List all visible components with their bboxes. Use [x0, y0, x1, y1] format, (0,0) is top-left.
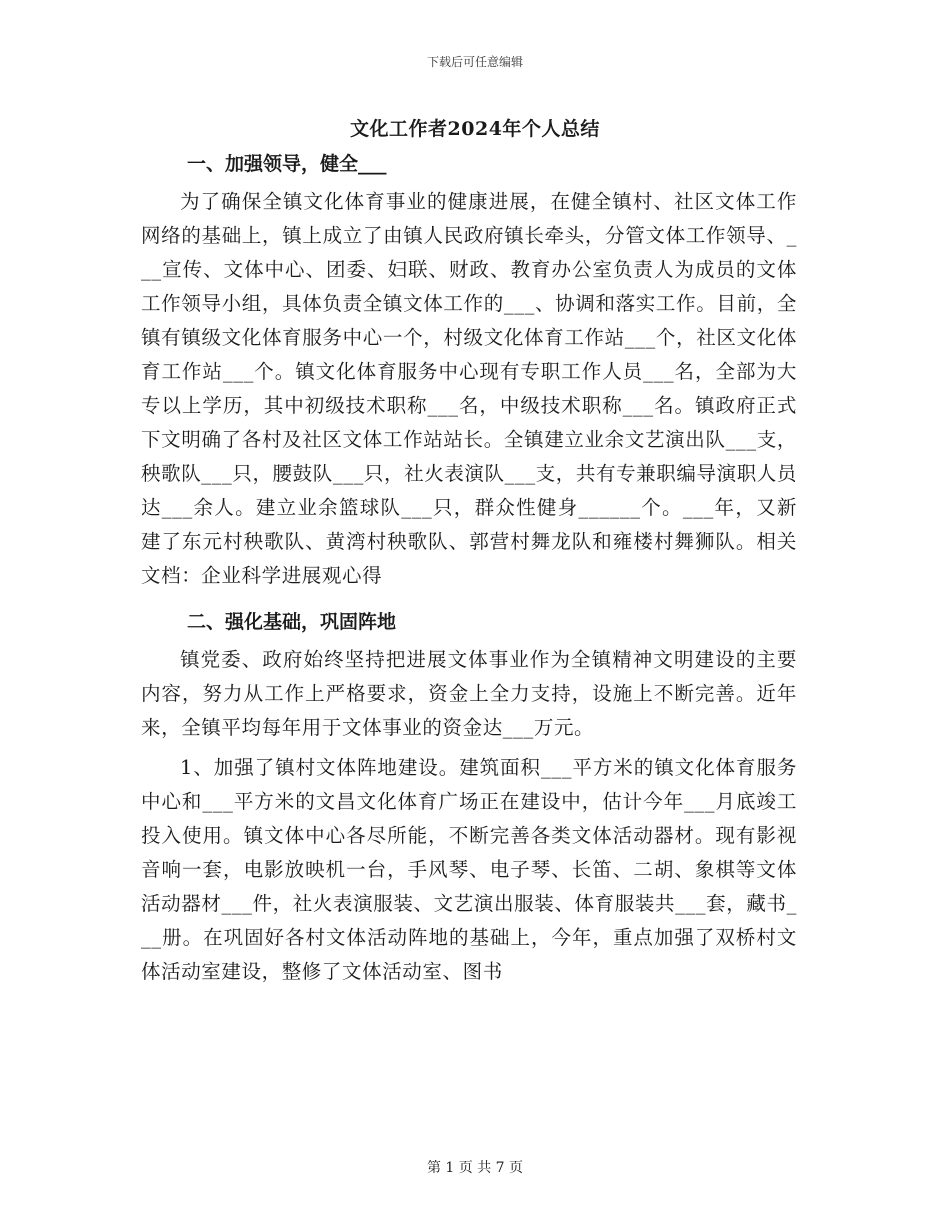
document-body	[141, 147, 797, 989]
page-number: 第 1 页 共 7 页	[426, 1160, 524, 1176]
document-title: 文化工作者2024年个人总结	[350, 118, 600, 140]
section-2-paragraph-1: 镇党委、政府始终坚持把进展文体事业作为全镇精神文明建设的主要内容，努力从工作上严格要求，资金上全力支持，设施上不断完善。近年来，全镇平均每年用于文体事业的资金达___万元。	[141, 648, 797, 739]
section-heading-1: 一、加强领导，健全___	[187, 153, 387, 175]
header-note: 下载后可任意编辑	[426, 55, 523, 69]
section-heading-2: 二、强化基础，巩固阵地	[187, 611, 397, 633]
section-1-paragraph-1: 为了确保全镇文化体育事业的健康进展，在健全镇村、社区文体工作网络的基础上，镇上成立了由镇人民政府镇长牵头，分管文体工作领导、___宣传、文体中心、团委、妇联、财政、教育办公室负责人为成员的文体工作领导小组，具体负责全镇文体工作的___、协调和落实工作。目前，全镇有镇级文化体育服务中心一个，村级文化体育工作站___个，社区文化体育工作站___个。镇文化体育服务中心现有专职工作人员___名，全部为大专以上学历，其中初级技术职称___名，中级技术职称___名。镇政府正式下文明确了各村及社区文体工作站站长。全镇建立业余文艺演出队___支，秧歌队___只，腰鼓队___只，社火表演队___支，共有专兼职编导演职人员达___余人。建立业余篮球队___只，群众性健身______个。___年，又新建了东元村秧歌队、黄湾村秧歌队、郭营村舞龙队和雍楼村舞狮队。相关文档：企业科学进展观心得	[141, 190, 797, 587]
section-2-paragraph-2: 1、加强了镇村文体阵地建设。建筑面积___平方米的镇文化体育服务中心和___平方米的文昌文化体育广场正在建设中，估计今年___月底竣工投入使用。镇文体中心各尽所能，不断完善各类文体活动器材。现有影视音响一套，电影放映机一台，手风琴、电子琴、长笛、二胡、象棋等文体活动器材___件，社火表演服装、文艺演出服装、体育服装共___套，藏书___册。在巩固好各村文体活动阵地的基础上，今年，重点加强了双桥村文体活动室建设，整修了文体活动室、图书	[141, 756, 797, 983]
